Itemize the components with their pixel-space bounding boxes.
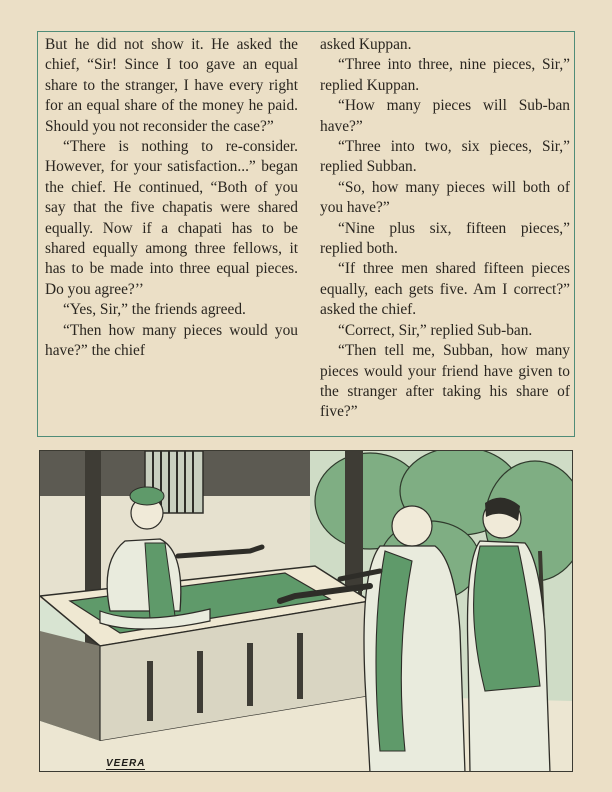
paragraph: “Then tell me, Subban, how many pieces would your friend have given to the stranger after taking his share of five?” — [320, 342, 570, 421]
paragraph: asked Kuppan. — [320, 36, 412, 53]
artist-signature: VEERA — [106, 758, 146, 769]
paragraph: But he did not show it. He asked the chief, “Sir! Since I too gave an equal share to the stranger, I have every right for an equal share of the money he paid. Should you not reconsider the case?” — [45, 36, 298, 135]
paragraph: “If three men shared fifteen pieces equally, each gets five. Am I correct?” asked the chief. — [320, 260, 570, 319]
illustration-panel — [39, 450, 573, 772]
illustration-drawing — [40, 451, 573, 772]
paragraph: “Yes, Sir,” the friends agreed. — [63, 301, 246, 319]
paragraph: “Then how many pieces would you have?” the chief — [45, 321, 298, 360]
paragraph: “There is nothing to re-consider. However, for your satisfaction...” began the chief. He continued, “Both of you say that the five chapatis were shared equally. Now if a chapati has to be shared equally among three fellows, it has to be made into three equal pieces. Do you agree?’’ — [45, 138, 298, 298]
paragraph: “Three into three, nine pieces, Sir,” replied Kuppan. — [320, 56, 570, 94]
paragraph: “So, how many pieces will both of you have?” — [320, 178, 570, 217]
paragraph: “Three into two, six pieces, Sir,” replied Subban. — [320, 138, 570, 176]
paragraph: “Correct, Sir,” replied Sub-ban. — [338, 321, 533, 339]
pillar — [345, 451, 363, 591]
paragraph: “Nine plus six, fifteen pieces,” replied both. — [320, 219, 570, 258]
left-column — [45, 35, 298, 362]
paragraph: “How many pieces will Sub-ban have?” — [320, 97, 570, 135]
right-column — [320, 35, 570, 423]
